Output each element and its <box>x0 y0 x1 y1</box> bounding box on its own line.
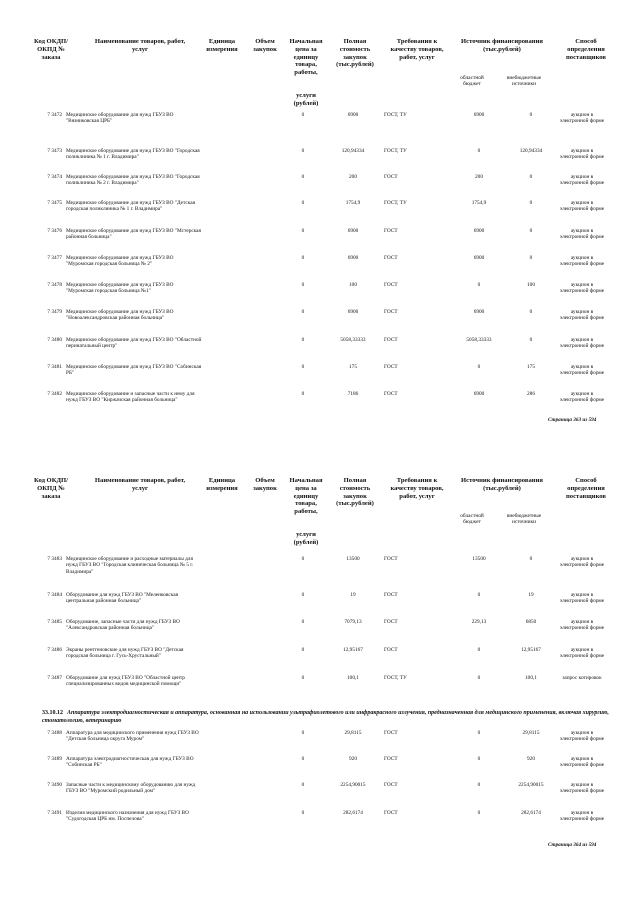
row-regional-budget: 0 <box>477 730 481 736</box>
row-external-sources: 286 <box>527 391 535 397</box>
row-total-cost: 19 <box>350 592 356 598</box>
header-requirements: Требования к качеству товаров, работ, услуг <box>390 38 444 61</box>
row-initial-price: 0 <box>301 756 305 762</box>
row-regional-budget: 0 <box>477 810 481 816</box>
row-requirements: ГОСТ <box>384 730 398 736</box>
row-code: 7 3490 <box>47 782 62 788</box>
row-method: аукцион в электронной форме <box>559 756 605 769</box>
row-requirements: ГОСТ, ТУ <box>384 148 407 154</box>
row-name: Медицинское оборудование для нужд ГБУЗ ВО "Городская поликлиника № 2 г. Владимира" <box>66 174 200 187</box>
row-external-sources: 100,1 <box>525 675 537 681</box>
row-requirements: ГОСТ <box>384 255 398 261</box>
row-name: Медицинское оборудование для нужд ГБУЗ ВО "Муромская городская больница № 2" <box>66 255 174 268</box>
row-requirements: ГОСТ <box>384 592 398 598</box>
row-total-cost: 6900 <box>347 112 359 118</box>
row-code: 7 3477 <box>47 255 62 261</box>
header-total-cost: Полная стоимость закупок (тыс.рублей) <box>336 477 374 508</box>
row-total-cost: 6900 <box>347 309 359 315</box>
header-source-regional: областной бюджет <box>460 75 484 88</box>
row-regional-budget: 6900 <box>473 391 485 397</box>
row-initial-price: 0 <box>301 592 305 598</box>
row-initial-price: 0 <box>301 148 305 154</box>
row-regional-budget: 0 <box>477 782 481 788</box>
row-code: 7 3484 <box>47 592 62 598</box>
row-regional-budget: 0 <box>477 756 481 762</box>
row-method: аукцион в электронной форме <box>559 148 605 161</box>
row-initial-price: 0 <box>301 112 305 118</box>
row-code: 7 3488 <box>47 730 62 736</box>
row-name: Оборудование для нужд ГБУЗ ВО "Областной центр специализированных видов медицинской помощи" <box>66 675 185 688</box>
row-initial-price: 0 <box>301 556 305 562</box>
row-total-cost: 1754,9 <box>345 200 361 206</box>
row-name: Изделия медицинского назначения для нужд ГБУЗ ВО "Судогодская ЦРБ им. Поспелова" <box>66 810 189 823</box>
row-external-sources: 0 <box>529 309 533 315</box>
row-external-sources: 0 <box>529 228 533 234</box>
row-method: аукцион в электронной форме <box>559 364 605 377</box>
header-code: Код ОКДП/ ОКПД № заказа <box>34 477 68 500</box>
row-external-sources: 100 <box>527 282 535 288</box>
row-requirements: ГОСТ <box>384 282 398 288</box>
row-regional-budget: 13500 <box>472 556 486 562</box>
row-code: 7 3472 <box>47 112 62 118</box>
header-volume: Объем закупок <box>253 38 277 53</box>
row-code: 7 3473 <box>47 148 62 154</box>
row-external-sources: 282,6174 <box>521 810 541 816</box>
row-name: Медицинское оборудование для нужд ГБУЗ ВО "Собинская РБ" <box>66 364 202 377</box>
row-initial-price: 0 <box>301 675 305 681</box>
row-regional-budget: 0 <box>477 592 481 598</box>
row-regional-budget: 6900 <box>473 309 485 315</box>
page-2-footer: Страница 364 из 594 <box>548 842 597 848</box>
row-code: 7 3480 <box>47 337 62 343</box>
row-total-cost: 6900 <box>347 228 359 234</box>
header-initial-price: Начальная цена за единицу товара, работы, <box>289 38 323 77</box>
row-name: Медицинское оборудование для нужд ГБУЗ ВО "Детская городская поликлиника № 1 г. Владимира" <box>66 200 196 213</box>
row-initial-price: 0 <box>301 810 305 816</box>
row-method: аукцион в электронной форме <box>559 619 605 632</box>
row-code: 7 3474 <box>47 174 62 180</box>
row-code: 7 3489 <box>47 756 62 762</box>
row-initial-price: 0 <box>301 364 305 370</box>
row-method: аукцион в электронной форме <box>559 337 605 350</box>
section-code: 33.10.12 <box>42 710 63 716</box>
row-regional-budget: 0 <box>477 282 481 288</box>
row-initial-price: 0 <box>301 174 305 180</box>
header-source-external: внебюджетные источники <box>506 75 542 88</box>
row-method: аукцион в электронной форме <box>559 200 605 213</box>
header-method: Способ определения поставщиков <box>566 38 606 61</box>
row-regional-budget: 0 <box>477 675 481 681</box>
row-name: Оборудование для нужд ГБУЗ ВО "Меленковская центральная районная больница" <box>66 592 179 605</box>
row-external-sources: 29,8115 <box>522 730 540 736</box>
row-name: Запасные части к медицинскому оборудованию для нужд ГБУЗ ВО "Муромский родильный дом" <box>66 782 196 795</box>
row-total-cost: 120,94334 <box>341 148 365 154</box>
row-code: 7 3476 <box>47 228 62 234</box>
header-unit: Единица измерения <box>206 38 238 53</box>
row-regional-budget: 1754,9 <box>471 200 487 206</box>
header-initial-price-units: услуги (рублей) <box>293 531 319 546</box>
row-initial-price: 0 <box>301 619 305 625</box>
row-code: 7 3487 <box>47 675 62 681</box>
row-external-sources: 920 <box>527 756 535 762</box>
row-name: Аппаратура для медицинского применения нужд ГБУЗ ВО "Детская больница округа Муром" <box>66 730 199 743</box>
row-requirements: ГОСТ <box>384 810 398 816</box>
page-1-footer: Страница 363 из 594 <box>548 417 597 423</box>
row-total-cost: 920 <box>349 756 357 762</box>
row-name: Оборудование, запасные части для нужд ГБУЗ ВО "Александровская районная больница" <box>66 619 180 632</box>
row-external-sources: 0 <box>529 174 533 180</box>
row-name: Медицинское оборудование для нужд ГБУЗ ВО "Городская поликлиника № 1 г. Владимира" <box>66 148 200 161</box>
row-regional-budget: 0 <box>477 148 481 154</box>
row-method: аукцион в электронной форме <box>559 228 605 241</box>
header-unit: Единица измерения <box>206 477 238 492</box>
row-external-sources: 0 <box>529 337 533 343</box>
row-method: аукцион в электронной форме <box>559 309 605 322</box>
row-requirements: ГОСТ <box>384 619 398 625</box>
row-regional-budget: 6900 <box>473 112 485 118</box>
row-total-cost: 5058,33333 <box>340 337 366 343</box>
row-requirements: ГОСТ <box>384 647 398 653</box>
row-initial-price: 0 <box>301 730 305 736</box>
row-requirements: ГОСТ, ТУ <box>384 200 407 206</box>
row-total-cost: 13500 <box>346 556 360 562</box>
row-external-sources: 0 <box>529 556 533 562</box>
row-method: аукцион в электронной форме <box>559 730 605 743</box>
row-requirements: ГОСТ <box>384 556 398 562</box>
row-name: Медицинское оборудование для нужд ГБУЗ ВО "Вязниковская ЦРБ" <box>66 112 174 125</box>
row-method: аукцион в электронной форме <box>559 112 605 125</box>
header-code: Код ОКДП/ ОКПД № заказа <box>34 38 68 61</box>
row-requirements: ГОСТ <box>384 228 398 234</box>
row-name: Медицинское оборудование и запасные части к нему для нужд ГБУЗ ВО "Киржачская районная больница" <box>66 391 195 404</box>
header-method: Способ определения поставщиков <box>566 477 606 500</box>
row-requirements: ГОСТ <box>384 756 398 762</box>
section-heading <box>42 710 622 725</box>
row-initial-price: 0 <box>301 337 305 343</box>
row-method: аукцион в электронной форме <box>559 782 605 795</box>
row-regional-budget: 0 <box>477 647 481 653</box>
row-code: 7 3483 <box>47 556 62 562</box>
row-name: Медицинское оборудование для нужд ГБУЗ ВО "Муромская городская больница №1" <box>66 282 174 295</box>
header-requirements: Требования к качеству товаров, работ, услуг <box>390 477 444 500</box>
row-method: запрос котировок <box>562 675 602 681</box>
row-external-sources: 6850 <box>525 619 537 625</box>
row-initial-price: 0 <box>301 309 305 315</box>
row-code: 7 3475 <box>47 200 62 206</box>
row-regional-budget: 6900 <box>473 255 485 261</box>
row-code: 7 3479 <box>47 309 62 315</box>
header-source-external: внебюджетные источники <box>506 513 542 526</box>
row-code: 7 3485 <box>47 619 62 625</box>
row-total-cost: 175 <box>349 364 357 370</box>
row-regional-budget: 6900 <box>473 228 485 234</box>
row-total-cost: 100,1 <box>347 675 359 681</box>
header-initial-price: Начальная цена за единицу товара, работы, <box>289 477 323 516</box>
row-requirements: ГОСТ <box>384 391 398 397</box>
row-external-sources: 19 <box>528 592 534 598</box>
row-requirements: ГОСТ <box>384 364 398 370</box>
row-initial-price: 0 <box>301 200 305 206</box>
row-initial-price: 0 <box>301 228 305 234</box>
row-initial-price: 0 <box>301 255 305 261</box>
row-initial-price: 0 <box>301 782 305 788</box>
header-name: Наименование товаров, работ, услуг <box>94 38 186 53</box>
row-method: аукцион в электронной форме <box>559 174 605 187</box>
row-requirements: ГОСТ <box>384 309 398 315</box>
row-method: аукцион в электронной форме <box>559 647 605 660</box>
header-total-cost: Полная стоимость закупок (тыс.рублей) <box>336 38 374 69</box>
row-external-sources: 175 <box>527 364 535 370</box>
row-external-sources: 120,94334 <box>519 148 543 154</box>
row-code: 7 3482 <box>47 391 62 397</box>
row-initial-price: 0 <box>301 647 305 653</box>
row-total-cost: 282,6174 <box>343 810 363 816</box>
row-name: Медицинское оборудование и расходные материалы для нужд ГБУЗ ВО "Городская клиническая больница № 5 г. Владимира" <box>66 556 194 575</box>
row-total-cost: 7079,13 <box>344 619 362 625</box>
row-method: аукцион в электронной форме <box>559 255 605 268</box>
row-external-sources: 0 <box>529 200 533 206</box>
row-name: Медицинское оборудование для нужд ГБУЗ ВО "Областной перинатальный центр" <box>66 337 202 350</box>
row-requirements: ГОСТ <box>384 174 398 180</box>
row-name: Медицинское оборудование для нужд ГБУЗ ВО "Мстерская районная больница" <box>66 228 201 241</box>
header-name: Наименование товаров, работ, услуг <box>94 477 186 492</box>
header-initial-price-units: услуги (рублей) <box>293 92 319 107</box>
row-method: аукцион в электронной форме <box>559 556 605 569</box>
row-code: 7 3478 <box>47 282 62 288</box>
row-total-cost: 7186 <box>347 391 359 397</box>
row-name: Медицинское оборудование для нужд ГБУЗ ВО "Новоалександровская районная больница" <box>66 309 174 322</box>
row-total-cost: 6900 <box>347 255 359 261</box>
row-name: Аппаратура электродиагностическая для нужд ГБУЗ ВО "Собинская РБ" <box>66 756 194 769</box>
row-code: 7 3491 <box>47 810 62 816</box>
row-external-sources: 0 <box>529 255 533 261</box>
row-initial-price: 0 <box>301 391 305 397</box>
row-total-cost: 2254,90015 <box>340 782 366 788</box>
row-method: аукцион в электронной форме <box>559 810 605 823</box>
row-method: аукцион в электронной форме <box>559 391 605 404</box>
row-regional-budget: 229,13 <box>471 619 487 625</box>
row-external-sources: 0 <box>529 112 533 118</box>
row-total-cost: 100 <box>349 282 357 288</box>
header-source: Источник финансирования (тыс.рублей) <box>461 477 543 492</box>
row-requirements: ГОСТ, ТУ <box>384 112 407 118</box>
row-total-cost: 29,8115 <box>344 730 362 736</box>
row-method: аукцион в электронной форме <box>559 282 605 295</box>
header-source: Источник финансирования (тыс.рублей) <box>461 38 543 53</box>
row-requirements: ГОСТ <box>384 337 398 343</box>
row-external-sources: 2254,90015 <box>518 782 544 788</box>
row-code: 7 3486 <box>47 647 62 653</box>
row-name: Экраны рентгеновские для нужд ГБУЗ ВО "Детская городская больница г. Гусь-Хрустальный" <box>66 647 184 660</box>
row-total-cost: 200 <box>349 174 357 180</box>
row-external-sources: 12,95167 <box>521 647 541 653</box>
row-regional-budget: 5058,33333 <box>466 337 492 343</box>
row-method: аукцион в электронной форме <box>559 592 605 605</box>
row-requirements: ГОСТ, ТУ <box>384 675 407 681</box>
header-source-regional: областной бюджет <box>460 513 484 526</box>
row-regional-budget: 200 <box>475 174 483 180</box>
section-text: Аппаратура электродиагностическая и аппаратура, основанная на использовании ультрафиолетового или инфракрасного излучения, предназначенная для медицинского применения, включая хирургию, стоматологию, ветеринарию <box>42 710 609 724</box>
row-code: 7 3481 <box>47 364 62 370</box>
header-volume: Объем закупок <box>253 477 277 492</box>
row-requirements: ГОСТ <box>384 782 398 788</box>
row-total-cost: 12,95167 <box>343 647 363 653</box>
row-regional-budget: 0 <box>477 364 481 370</box>
row-initial-price: 0 <box>301 282 305 288</box>
